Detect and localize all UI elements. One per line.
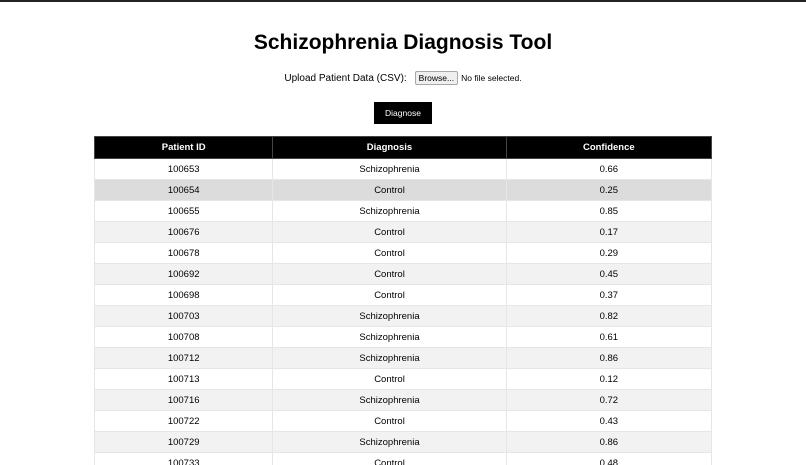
table-row (95, 222, 712, 243)
cell-confidence: 0.48 (506, 453, 711, 465)
cell-confidence: 0.82 (506, 306, 711, 327)
table-row (95, 159, 712, 180)
cell-confidence: 0.61 (506, 327, 711, 348)
table-row (95, 264, 712, 285)
cell-patient-id: 100712 (95, 348, 273, 369)
table-row (95, 180, 712, 201)
cell-patient-id: 100713 (95, 369, 273, 390)
table-row (95, 432, 712, 453)
page-title: Schizophrenia Diagnosis Tool (253, 31, 553, 54)
cell-confidence: 0.72 (506, 390, 711, 411)
cell-confidence: 0.12 (506, 369, 711, 390)
cell-diagnosis: Control (273, 243, 506, 264)
cell-confidence: 0.37 (506, 285, 711, 306)
main-container (94, 2, 712, 124)
table-row (95, 369, 712, 390)
cell-diagnosis: Control (273, 222, 506, 243)
cell-diagnosis: Schizophrenia (273, 306, 506, 327)
cell-diagnosis: Schizophrenia (273, 348, 506, 369)
cell-confidence: 0.66 (506, 159, 711, 180)
table-row (95, 348, 712, 369)
cell-confidence: 0.86 (506, 432, 711, 453)
cell-patient-id: 100703 (95, 306, 273, 327)
cell-patient-id: 100692 (95, 264, 273, 285)
cell-patient-id: 100676 (95, 222, 273, 243)
cell-diagnosis: Schizophrenia (273, 201, 506, 222)
cell-patient-id: 100708 (95, 327, 273, 348)
cell-diagnosis: Control (273, 285, 506, 306)
table-row (95, 390, 712, 411)
results-table (94, 136, 712, 465)
browse-button[interactable]: Browse... (415, 71, 458, 85)
cell-patient-id: 100716 (95, 390, 273, 411)
cell-patient-id: 100653 (95, 159, 273, 180)
cell-diagnosis: Schizophrenia (273, 390, 506, 411)
cell-patient-id: 100698 (95, 285, 273, 306)
cell-confidence: 0.17 (506, 222, 711, 243)
cell-patient-id: 100729 (95, 432, 273, 453)
cell-patient-id: 100722 (95, 411, 273, 432)
cell-confidence: 0.86 (506, 348, 711, 369)
cell-diagnosis: Schizophrenia (273, 159, 506, 180)
header-confidence: Confidence (506, 137, 711, 159)
cell-diagnosis: Schizophrenia (273, 432, 506, 453)
cell-patient-id: 100733 (95, 453, 273, 465)
cell-diagnosis: Control (273, 453, 506, 465)
cell-patient-id: 100655 (95, 201, 273, 222)
cell-patient-id: 100654 (95, 180, 273, 201)
cell-diagnosis: Control (273, 180, 506, 201)
header-patient-id: Patient ID (95, 137, 273, 159)
cell-confidence: 0.43 (506, 411, 711, 432)
cell-diagnosis: Schizophrenia (273, 327, 506, 348)
table-row (95, 411, 712, 432)
diagnose-button[interactable]: Diagnose (374, 102, 432, 124)
upload-row (94, 70, 712, 86)
table-row (95, 327, 712, 348)
diagnose-row (94, 102, 712, 124)
table-row (95, 243, 712, 264)
table-row (95, 285, 712, 306)
file-status: No file selected. (461, 73, 522, 83)
header-diagnosis: Diagnosis (273, 137, 506, 159)
cell-confidence: 0.29 (506, 243, 711, 264)
upload-label: Upload Patient Data (CSV): (284, 72, 407, 84)
table-row (95, 453, 712, 465)
cell-confidence: 0.85 (506, 201, 711, 222)
table-header-row (95, 137, 712, 159)
cell-diagnosis: Control (273, 369, 506, 390)
cell-diagnosis: Control (273, 264, 506, 285)
table-row (95, 201, 712, 222)
table-row (95, 306, 712, 327)
cell-confidence: 0.25 (506, 180, 711, 201)
cell-patient-id: 100678 (95, 243, 273, 264)
cell-confidence: 0.45 (506, 264, 711, 285)
cell-diagnosis: Control (273, 411, 506, 432)
